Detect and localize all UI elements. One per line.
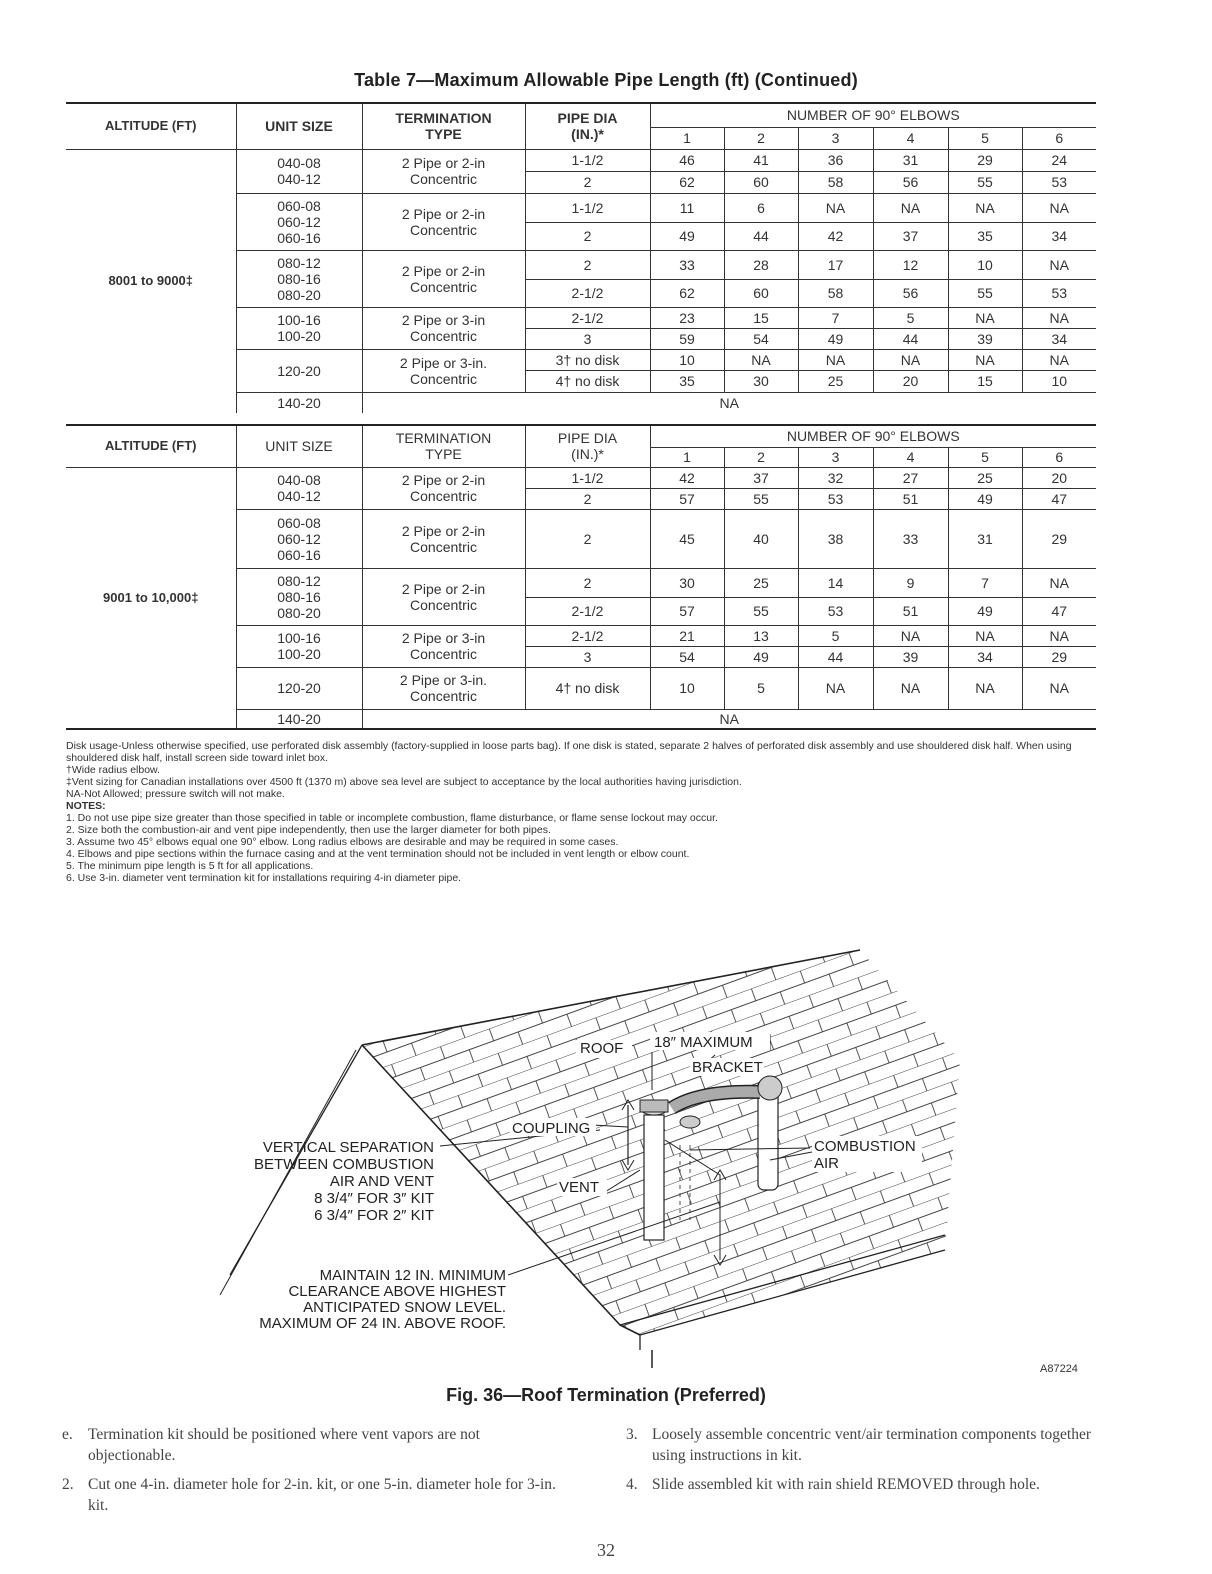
- item-number: 2.: [62, 1476, 74, 1493]
- value-cell: 44: [798, 646, 873, 667]
- value-cell: 47: [1022, 488, 1096, 509]
- table-row: [66, 467, 1096, 488]
- unit-size-cell: 040-08 040-12: [236, 149, 362, 193]
- value-cell: 20: [1022, 467, 1096, 488]
- value-cell: 11: [650, 193, 724, 222]
- value-cell: 23: [650, 307, 724, 328]
- table-row: [66, 149, 1096, 171]
- header-pipe-dia: PIPE DIA (IN.)*: [525, 425, 650, 467]
- pipe-length-table-section-2: [66, 424, 1096, 730]
- item-text: Slide assembled kit with rain shield REMOVED through hole.: [652, 1476, 1040, 1493]
- value-cell: 49: [948, 488, 1022, 509]
- value-cell: 30: [650, 568, 724, 597]
- item-text: Cut one 4-in. diameter hole for 2-in. kit, or one 5-in. diameter hole for 3-in. kit.: [88, 1476, 556, 1514]
- right-column-steps: [612, 1424, 1112, 1503]
- elbow-num: 2: [724, 447, 798, 467]
- termination-cell: 2 Pipe or 3-in. Concentric: [362, 667, 525, 709]
- altitude-range: 8001 to 9000‡: [66, 149, 236, 413]
- value-cell: 39: [948, 328, 1022, 349]
- value-cell: 33: [873, 509, 948, 568]
- pipe-length-table-section-1: [66, 102, 1096, 413]
- value-cell: 55: [948, 171, 1022, 193]
- header-altitude: ALTITUDE (FT): [66, 425, 236, 467]
- value-cell: 59: [650, 328, 724, 349]
- value-cell: 10: [650, 349, 724, 370]
- termination-cell: 2 Pipe or 2-in Concentric: [362, 467, 525, 509]
- value-cell: 7: [948, 568, 1022, 597]
- value-cell: 49: [650, 222, 724, 250]
- elbow-num: 3: [798, 447, 873, 467]
- header-altitude: ALTITUDE (FT): [66, 103, 236, 149]
- pipe-dia-cell: 2: [525, 171, 650, 193]
- value-cell: NA: [724, 349, 798, 370]
- figure-id: A87224: [1040, 1363, 1078, 1375]
- note: 6. Use 3-in. diameter vent termination kit for installations requiring 4-in diameter pipe.: [66, 872, 462, 884]
- value-cell: 32: [798, 467, 873, 488]
- value-cell: 31: [948, 509, 1022, 568]
- elbow-num: 5: [948, 127, 1022, 149]
- page-number: 32: [597, 1540, 615, 1560]
- pipe-dia-cell: 4† no disk: [525, 667, 650, 709]
- list-item: [48, 1474, 568, 1516]
- value-cell: NA: [948, 307, 1022, 328]
- item-number: 4.: [626, 1476, 638, 1493]
- value-cell: NA: [798, 349, 873, 370]
- label-vertical-separation: VERTICAL SEPARATION: [262, 1139, 434, 1156]
- value-cell: 56: [873, 171, 948, 193]
- termination-cell: 2 Pipe or 3-in Concentric: [362, 307, 525, 349]
- value-cell: NA: [873, 193, 948, 222]
- footnote: †Wide radius elbow.: [66, 764, 160, 776]
- value-cell: NA: [1022, 307, 1096, 328]
- value-cell: 14: [798, 568, 873, 597]
- label-maintain-clearance: MAXIMUM OF 24 IN. ABOVE ROOF.: [259, 1315, 506, 1332]
- value-cell: 44: [724, 222, 798, 250]
- label-air: AIR: [814, 1155, 840, 1172]
- unit-size-cell: 120-20: [236, 349, 362, 392]
- label-coupling: COUPLING: [512, 1120, 591, 1137]
- value-cell: 33: [650, 250, 724, 279]
- value-cell: NA: [362, 709, 1096, 729]
- value-cell: 51: [873, 488, 948, 509]
- value-cell: 62: [650, 279, 724, 307]
- elbow-num: 1: [650, 127, 724, 149]
- value-cell: 10: [948, 250, 1022, 279]
- pipe-dia-cell: 1-1/2: [525, 149, 650, 171]
- value-cell: 46: [650, 149, 724, 171]
- value-cell: 13: [724, 625, 798, 646]
- pipe-dia-cell: 2: [525, 250, 650, 279]
- termination-cell: 2 Pipe or 2-in Concentric: [362, 509, 525, 568]
- value-cell: 58: [798, 279, 873, 307]
- label-vent: VENT: [559, 1179, 600, 1196]
- label-vertical-separation: 8 3/4″ FOR 3″ KIT: [314, 1190, 434, 1207]
- value-cell: 27: [873, 467, 948, 488]
- value-cell: 39: [873, 646, 948, 667]
- value-cell: NA: [798, 193, 873, 222]
- note: 4. Elbows and pipe sections within the furnace casing and at the vent termination should not be included in vent length or elbow count.: [66, 848, 690, 860]
- value-cell: 35: [650, 370, 724, 392]
- unit-size-cell: 100-16 100-20: [236, 307, 362, 349]
- unit-size-cell: 100-16 100-20: [236, 625, 362, 667]
- pipe-dia-cell: 2: [525, 488, 650, 509]
- value-cell: 37: [724, 467, 798, 488]
- value-cell: 60: [724, 171, 798, 193]
- value-cell: 25: [798, 370, 873, 392]
- pipe-dia-cell: 3: [525, 646, 650, 667]
- note: 5. The minimum pipe length is 5 ft for all applications.: [66, 860, 314, 872]
- elbow-num: 6: [1022, 127, 1096, 149]
- header-elbows: NUMBER OF 90° ELBOWS: [650, 425, 1096, 447]
- elbow-num: 5: [948, 447, 1022, 467]
- termination-cell: 2 Pipe or 2-in Concentric: [362, 149, 525, 193]
- value-cell: 7: [798, 307, 873, 328]
- unit-size-cell: 060-08 060-12 060-16: [236, 509, 362, 568]
- elbow-num: 4: [873, 127, 948, 149]
- header-pipe-dia: PIPE DIA (IN.)*: [525, 103, 650, 149]
- value-cell: 40: [724, 509, 798, 568]
- value-cell: 42: [650, 467, 724, 488]
- value-cell: 53: [798, 488, 873, 509]
- value-cell: 10: [650, 667, 724, 709]
- value-cell: 21: [650, 625, 724, 646]
- value-cell: 51: [873, 597, 948, 625]
- value-cell: NA: [1022, 625, 1096, 646]
- value-cell: 53: [798, 597, 873, 625]
- value-cell: 31: [873, 149, 948, 171]
- list-item: [48, 1424, 568, 1466]
- value-cell: 15: [724, 307, 798, 328]
- value-cell: NA: [948, 667, 1022, 709]
- termination-cell: 2 Pipe or 2-in Concentric: [362, 568, 525, 625]
- pipe-dia-cell: 1-1/2: [525, 467, 650, 488]
- pipe-dia-cell: 2: [525, 222, 650, 250]
- header-elbows: NUMBER OF 90° ELBOWS: [650, 103, 1096, 127]
- value-cell: 53: [1022, 279, 1096, 307]
- value-cell: 12: [873, 250, 948, 279]
- list-item: [612, 1474, 1112, 1495]
- value-cell: 6: [724, 193, 798, 222]
- header-termination-type: TERMINATION TYPE: [362, 425, 525, 467]
- value-cell: 34: [1022, 222, 1096, 250]
- value-cell: 29: [1022, 646, 1096, 667]
- elbow-num: 3: [798, 127, 873, 149]
- pipe-dia-cell: 2-1/2: [525, 625, 650, 646]
- pipe-dia-cell: 4† no disk: [525, 370, 650, 392]
- label-roof: ROOF: [580, 1040, 624, 1057]
- value-cell: NA: [1022, 250, 1096, 279]
- label-maintain-clearance: ANTICIPATED SNOW LEVEL.: [303, 1299, 506, 1316]
- note: 1. Do not use pipe size greater than those specified in table or incomplete combustion, flame disturbance, or flame sense lockout may occur.: [66, 812, 718, 824]
- value-cell: NA: [1022, 667, 1096, 709]
- value-cell: 60: [724, 279, 798, 307]
- value-cell: 49: [948, 597, 1022, 625]
- elbow-num: 6: [1022, 447, 1096, 467]
- value-cell: 55: [724, 597, 798, 625]
- value-cell: 5: [724, 667, 798, 709]
- pipe-dia-cell: 2-1/2: [525, 307, 650, 328]
- value-cell: 29: [1022, 509, 1096, 568]
- value-cell: 37: [873, 222, 948, 250]
- elbow-num: 4: [873, 447, 948, 467]
- header-unit-size: UNIT SIZE: [236, 103, 362, 149]
- item-text: Loosely assemble concentric vent/air termination components together using instructions in kit.: [652, 1426, 1092, 1464]
- header-unit-size: UNIT SIZE: [236, 425, 362, 467]
- value-cell: NA: [948, 625, 1022, 646]
- header-termination-type: TERMINATION TYPE: [362, 103, 525, 149]
- value-cell: 55: [948, 279, 1022, 307]
- value-cell: 49: [798, 328, 873, 349]
- value-cell: 62: [650, 171, 724, 193]
- value-cell: 36: [798, 149, 873, 171]
- value-cell: NA: [1022, 193, 1096, 222]
- notes-heading: NOTES:: [66, 800, 106, 812]
- pipe-dia-cell: 3: [525, 328, 650, 349]
- value-cell: 25: [948, 467, 1022, 488]
- termination-cell: 2 Pipe or 3-in Concentric: [362, 625, 525, 667]
- value-cell: 24: [1022, 149, 1096, 171]
- vent-pipe: [640, 1100, 668, 1240]
- label-maintain-clearance: MAINTAIN 12 IN. MINIMUM: [319, 1267, 506, 1284]
- unit-size-cell: 140-20: [236, 392, 362, 413]
- elbow-num: 1: [650, 447, 724, 467]
- label-vertical-separation: AIR AND VENT: [329, 1173, 434, 1190]
- label-maintain-clearance: CLEARANCE ABOVE HIGHEST: [288, 1283, 506, 1300]
- value-cell: 45: [650, 509, 724, 568]
- value-cell: 57: [650, 488, 724, 509]
- value-cell: 25: [724, 568, 798, 597]
- value-cell: 44: [873, 328, 948, 349]
- unit-size-cell: 080-12 080-16 080-20: [236, 250, 362, 307]
- unit-size-cell: 060-08 060-12 060-16: [236, 193, 362, 250]
- termination-cell: 2 Pipe or 2-in Concentric: [362, 250, 525, 307]
- value-cell: 55: [724, 488, 798, 509]
- footnote: Disk usage-Unless otherwise specified, use perforated disk assembly (factory-supplied in loose parts bag). If one disk is stated, separate 2 halves of perforated disk assembly and use shouldered disk half. When using shouldered disk half, install screen side toward inlet box.: [66, 740, 1072, 764]
- value-cell: 35: [948, 222, 1022, 250]
- table-title: Table 7—Maximum Allowable Pipe Length (ft) (Continued): [354, 70, 858, 90]
- value-cell: 5: [873, 307, 948, 328]
- unit-size-cell: 080-12 080-16 080-20: [236, 568, 362, 625]
- value-cell: 34: [948, 646, 1022, 667]
- value-cell: NA: [948, 193, 1022, 222]
- figure-caption: Fig. 36—Roof Termination (Preferred): [446, 1385, 766, 1405]
- value-cell: 54: [650, 646, 724, 667]
- value-cell: 29: [948, 149, 1022, 171]
- value-cell: 30: [724, 370, 798, 392]
- value-cell: 58: [798, 171, 873, 193]
- pipe-dia-cell: 2: [525, 568, 650, 597]
- unit-size-cell: 120-20: [236, 667, 362, 709]
- value-cell: 5: [798, 625, 873, 646]
- pipe-dia-cell: 2: [525, 509, 650, 568]
- value-cell: 9: [873, 568, 948, 597]
- value-cell: NA: [873, 349, 948, 370]
- value-cell: 47: [1022, 597, 1096, 625]
- left-column-steps: [48, 1424, 568, 1524]
- value-cell: 42: [798, 222, 873, 250]
- value-cell: NA: [719, 394, 739, 411]
- item-number: 3.: [626, 1426, 638, 1443]
- value-cell: NA: [873, 625, 948, 646]
- footnote: ‡Vent sizing for Canadian installations over 4500 ft (1370 m) above sea level are subject to acceptance by the local authorities having jurisdiction.: [66, 776, 742, 788]
- termination-cell: 2 Pipe or 3-in. Concentric: [362, 349, 525, 392]
- value-cell: NA: [948, 349, 1022, 370]
- unit-size-cell: 040-08 040-12: [236, 467, 362, 509]
- value-cell: 20: [873, 370, 948, 392]
- value-cell: 56: [873, 279, 948, 307]
- value-cell: 38: [798, 509, 873, 568]
- value-cell: 57: [650, 597, 724, 625]
- footnotes: [66, 740, 1102, 884]
- value-cell: 15: [948, 370, 1022, 392]
- label-combustion: COMBUSTION: [814, 1138, 916, 1155]
- value-cell: 49: [724, 646, 798, 667]
- value-cell: 34: [1022, 328, 1096, 349]
- value-cell: 54: [724, 328, 798, 349]
- value-cell: 41: [724, 149, 798, 171]
- pipe-dia-cell: 2-1/2: [525, 279, 650, 307]
- pipe-dia-cell: 3† no disk: [525, 349, 650, 370]
- note: 2. Size both the combustion-air and vent pipe independently, then use the larger diameter for both pipes.: [66, 824, 551, 836]
- roof-termination-diagram: [0, 930, 1212, 1370]
- value-cell: NA: [873, 667, 948, 709]
- label-bracket: BRACKET: [692, 1059, 763, 1076]
- label-vertical-separation: 6 3/4″ FOR 2″ KIT: [314, 1207, 434, 1224]
- footnote: NA-Not Allowed; pressure switch will not make.: [66, 788, 285, 800]
- elbow-num: 2: [724, 127, 798, 149]
- list-item: [612, 1424, 1112, 1466]
- value-cell: 28: [724, 250, 798, 279]
- item-text: Termination kit should be positioned where vent vapors are not objectionable.: [88, 1426, 480, 1464]
- note: 3. Assume two 45° elbows equal one 90° elbow. Long radius elbows are desirable and may be required in some cases.: [66, 836, 619, 848]
- value-cell: NA: [1022, 349, 1096, 370]
- value-cell: NA: [1022, 568, 1096, 597]
- altitude-range: 9001 to 10,000‡: [66, 467, 236, 729]
- label-vertical-separation: BETWEEN COMBUSTION: [253, 1156, 434, 1173]
- value-cell: 17: [798, 250, 873, 279]
- pipe-dia-cell: 2-1/2: [525, 597, 650, 625]
- termination-cell: 2 Pipe or 2-in Concentric: [362, 193, 525, 250]
- value-cell: 10: [1022, 370, 1096, 392]
- pipe-dia-cell: 1-1/2: [525, 193, 650, 222]
- label-18in-maximum: 18″ MAXIMUM: [654, 1034, 753, 1051]
- unit-size-cell: 140-20: [236, 709, 362, 729]
- value-cell: 53: [1022, 171, 1096, 193]
- value-cell: NA: [798, 667, 873, 709]
- item-number: e.: [62, 1426, 73, 1443]
